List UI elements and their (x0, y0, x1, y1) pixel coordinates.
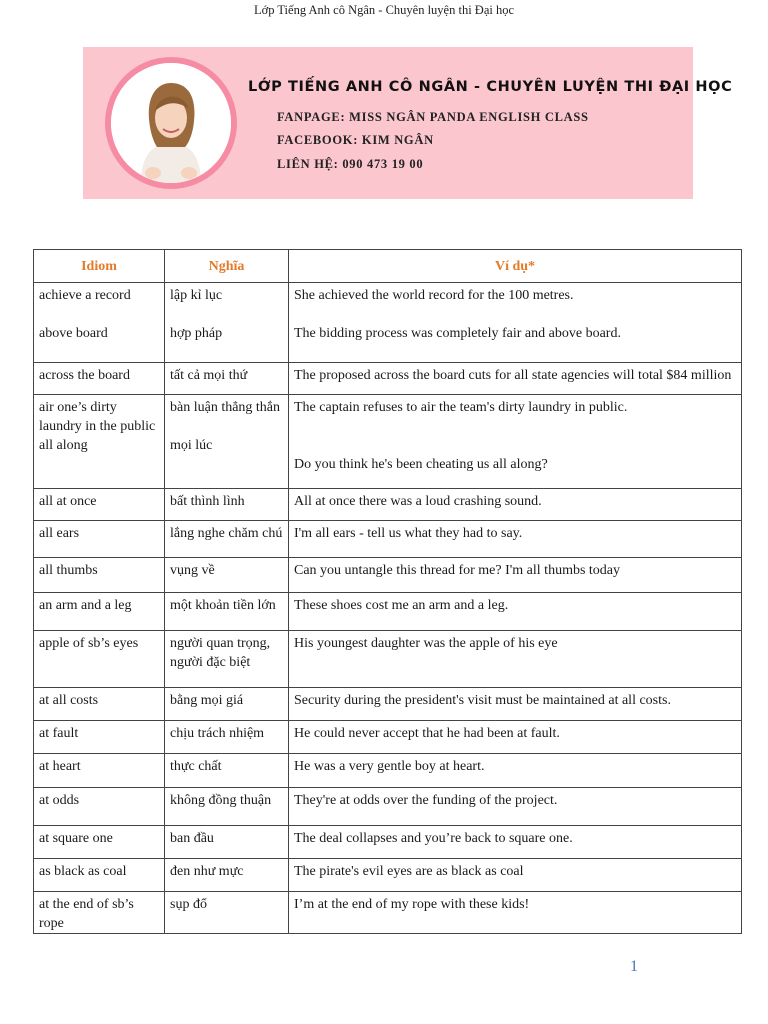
table-row (34, 754, 742, 788)
idiom-cell: at odds (34, 788, 165, 826)
idiom-cell: at the end of sb’s rope (34, 892, 165, 934)
table-body (34, 283, 742, 934)
meaning-cell: ban đầu (165, 826, 289, 859)
teacher-avatar (111, 63, 231, 183)
example-cell: His youngest daughter was the apple of his eye (289, 631, 742, 688)
meaning-cell: bàn luận thẳng thắn mọi lúc (165, 395, 289, 489)
example-cell: They're at odds over the funding of the project. (289, 788, 742, 826)
idiom-cell: an arm and a leg (34, 593, 165, 631)
column-header-meaning: Nghĩa (165, 250, 289, 283)
idiom-cell: at heart (34, 754, 165, 788)
table-row (34, 788, 742, 826)
example-cell: The captain refuses to air the team's dirty laundry in public. Do you think he's been cheating us all along? (289, 395, 742, 489)
meaning-cell: không đồng thuận (165, 788, 289, 826)
meaning-cell: tất cả mọi thứ (165, 363, 289, 395)
column-header-example: Ví dụ* (289, 250, 742, 283)
fanpage-text: FANPAGE: MISS NGÂN PANDA ENGLISH CLASS (277, 110, 589, 124)
class-banner (83, 47, 733, 199)
example-cell: I’m at the end of my rope with these kids! (289, 892, 742, 934)
meaning-cell: đen như mực (165, 859, 289, 892)
table-row (34, 688, 742, 721)
facebook-text: FACEBOOK: KIM NGÂN (277, 133, 434, 147)
table-row (34, 892, 742, 934)
meaning-cell: bằng mọi giá (165, 688, 289, 721)
table-row (34, 826, 742, 859)
idiom-cell: at fault (34, 721, 165, 754)
idiom-cell: air one’s dirty laundry in the public all along (34, 395, 165, 489)
example-cell: He could never accept that he had been at fault. (289, 721, 742, 754)
table-row (34, 521, 742, 558)
table-row (34, 395, 742, 489)
table-row (34, 631, 742, 688)
idiom-cell: at all costs (34, 688, 165, 721)
meaning-cell: vụng về (165, 558, 289, 593)
example-cell: Security during the president's visit must be maintained at all costs. (289, 688, 742, 721)
table-row (34, 721, 742, 754)
page-number: 1 (630, 958, 638, 975)
table-header-row (34, 250, 742, 283)
table-row (34, 363, 742, 395)
idiom-cell: apple of sb’s eyes (34, 631, 165, 688)
idiom-cell: at square one (34, 826, 165, 859)
example-cell: I'm all ears - tell us what they had to say. (289, 521, 742, 558)
meaning-cell: lập kỉ lục hợp pháp (165, 283, 289, 363)
contact-text: LIÊN HỆ: 090 473 19 00 (277, 157, 424, 171)
avatar-ring (105, 57, 237, 189)
table-row (34, 558, 742, 593)
table-row (34, 489, 742, 521)
meaning-cell: bất thình lình (165, 489, 289, 521)
running-header: Lớp Tiếng Anh cô Ngân - Chuyên luyện thi Đại học (253, 3, 515, 17)
idiom-cell: all thumbs (34, 558, 165, 593)
meaning-cell: chịu trách nhiệm (165, 721, 289, 754)
meaning-cell: một khoản tiền lớn (165, 593, 289, 631)
idiom-table (33, 249, 742, 934)
example-cell: The proposed across the board cuts for all state agencies will total $84 million (289, 363, 742, 395)
meaning-cell: lắng nghe chăm chú (165, 521, 289, 558)
banner-title: LỚP TIẾNG ANH CÔ NGÂN - CHUYÊN LUYỆN THI ĐẠI HỌC (248, 79, 733, 95)
idiom-cell: all ears (34, 521, 165, 558)
meaning-cell: sụp đổ (165, 892, 289, 934)
example-cell: The pirate's evil eyes are as black as coal (289, 859, 742, 892)
teacher-portrait-icon (111, 63, 231, 183)
example-cell: She achieved the world record for the 100 metres. The bidding process was completely fair and above board. (289, 283, 742, 363)
example-cell: The deal collapses and you’re back to square one. (289, 826, 742, 859)
idiom-cell: across the board (34, 363, 165, 395)
idiom-cell: all at once (34, 489, 165, 521)
column-header-idiom: Idiom (34, 250, 165, 283)
meaning-cell: thực chất (165, 754, 289, 788)
table-row (34, 283, 742, 363)
meaning-cell: người quan trọng, người đặc biệt (165, 631, 289, 688)
idiom-cell: achieve a record above board (34, 283, 165, 363)
example-cell: Can you untangle this thread for me? I'm all thumbs today (289, 558, 742, 593)
example-cell: These shoes cost me an arm and a leg. (289, 593, 742, 631)
table-row (34, 593, 742, 631)
example-cell: All at once there was a loud crashing sound. (289, 489, 742, 521)
idiom-cell: as black as coal (34, 859, 165, 892)
example-cell: He was a very gentle boy at heart. (289, 754, 742, 788)
table-row (34, 859, 742, 892)
